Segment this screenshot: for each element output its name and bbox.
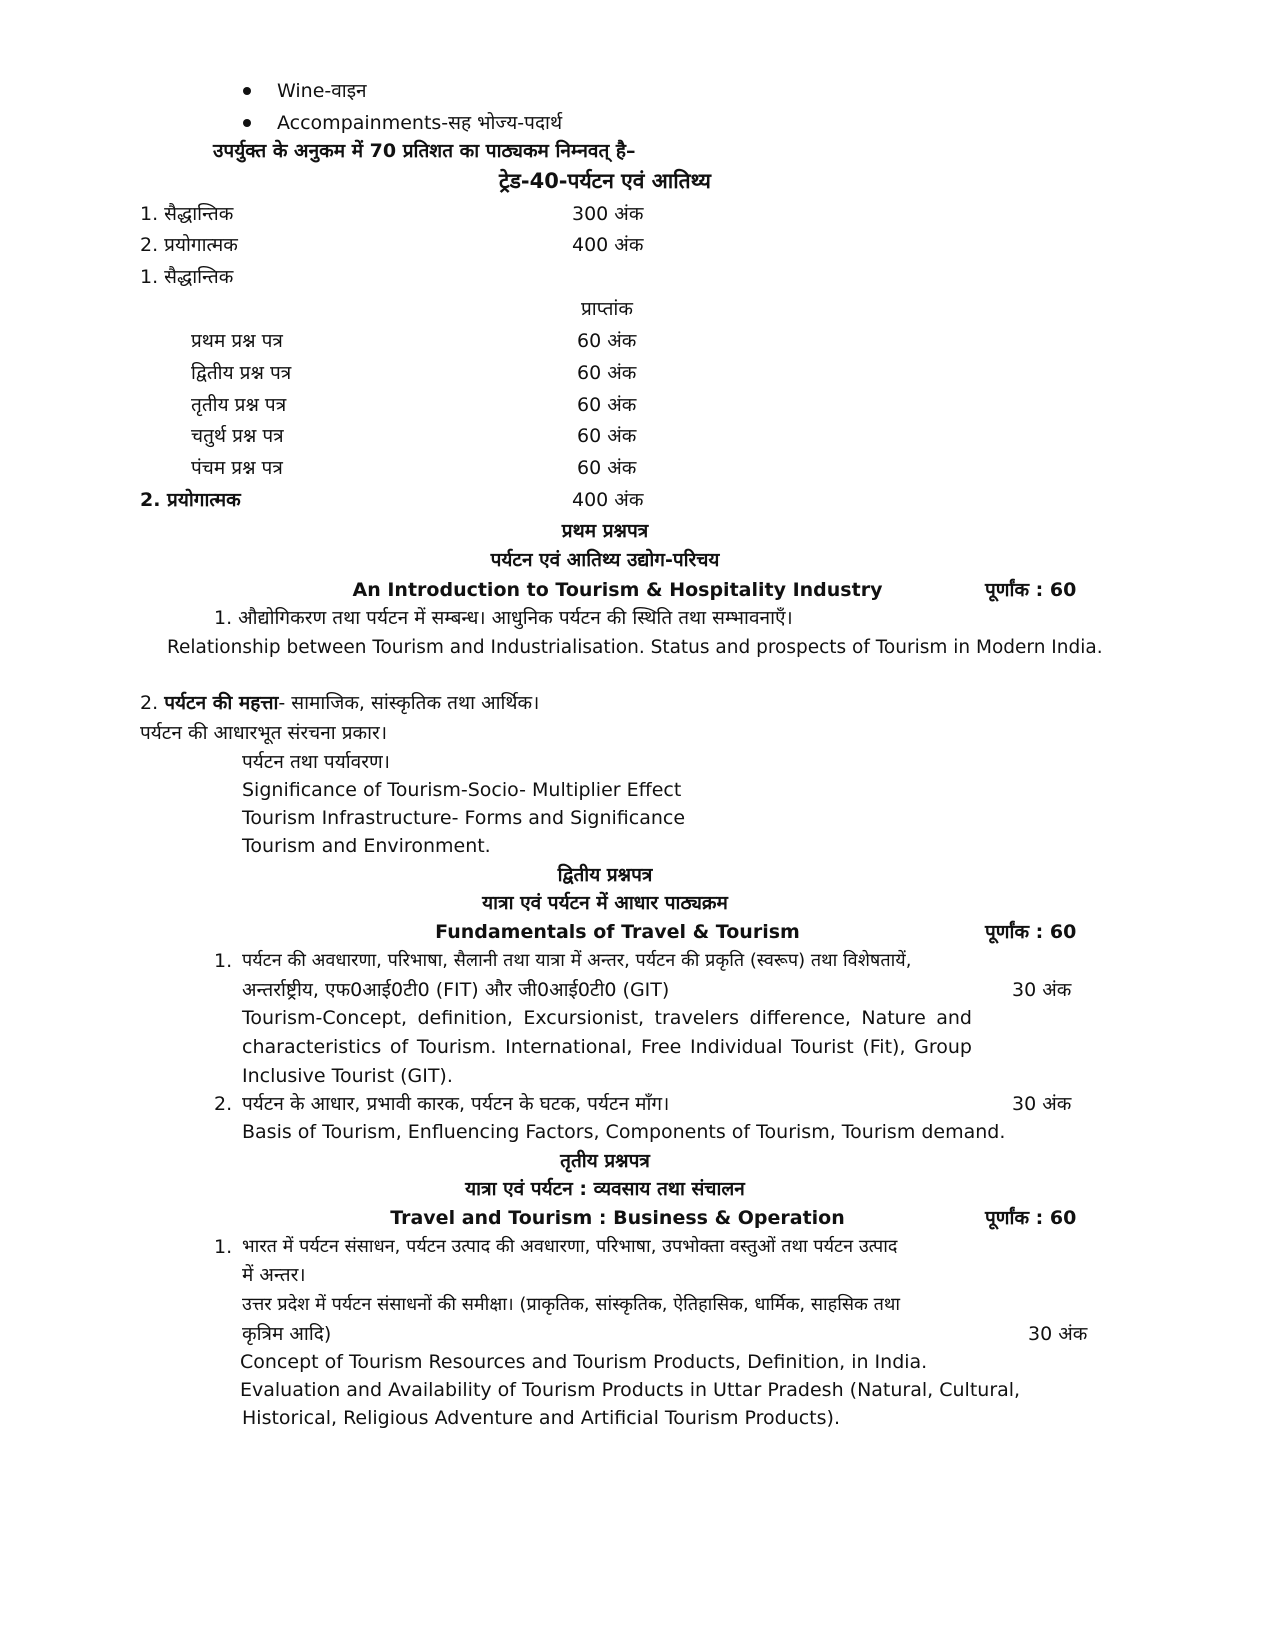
paper3-full-marks: पूर्णांक : 60 [985, 1207, 1077, 1229]
paper2-heading: द्वितीय प्रश्नपत्र [557, 864, 653, 886]
item-number: 2. [214, 1093, 233, 1115]
paper3-item1-hindi: में अन्तर। [242, 1264, 306, 1286]
paper3-item1-english: Historical, Religious Adventure and Artificial Tourism Products). [242, 1407, 840, 1429]
paper1-hindi-title: पर्यटन एवं आतिथ्य उद्योग-परिचय [490, 549, 720, 571]
summary-label: 2. प्रयोगात्मक [140, 234, 238, 256]
paper1-item2-hindi [140, 690, 539, 716]
bullet-dot [243, 87, 251, 95]
paper2-item1-english: Tourism-Concept, definition, Excursionist, travelers difference, Nature and characteristics of Tourism. International, Free Individual Tourist (Fit), Group Inclusive Tourist (GIT). [242, 1007, 972, 1087]
paper-label: द्वितीय प्रश्न पत्र [191, 362, 292, 384]
paper1-item2-english: Tourism and Environment. [242, 835, 491, 857]
paper3-item1-marks: 30 अंक [1028, 1323, 1088, 1345]
paper-value: 60 अंक [577, 362, 637, 384]
paper3-heading: तृतीय प्रश्नपत्र [560, 1150, 650, 1172]
paper3-item1-hindi: कृत्रिम आदि) [242, 1323, 332, 1345]
item-rest: - सामाजिक, सांस्कृतिक तथा आर्थिक। [278, 692, 540, 714]
paper1-item1-english: Relationship between Tourism and Industrialisation. Status and prospects of Tourism in Modern India. [167, 637, 1103, 658]
paper3-item1-hindi: भारत में पर्यटन संसाधन, पर्यटन उत्पाद की अवधारणा, परिभाषा, उपभोक्ता वस्तुओं तथा पर्यटन उत्पाद [242, 1236, 898, 1257]
bullet-item: Accompainments-सह भोज्य-पदार्थ [277, 112, 563, 134]
paper2-english-title: Fundamentals of Travel & Tourism [435, 921, 800, 943]
paper1-item1-hindi: 1. औद्योगिकरण तथा पर्यटन में सम्बन्ध। आधुनिक पर्यटन की स्थिति तथा सम्भावनाएँ। [214, 607, 793, 629]
paper3-english-title: Travel and Tourism : Business & Operation [390, 1207, 845, 1229]
intro-text: उपर्युक्त के अनुकम में 70 प्रतिशत का पाठ्यकम निम्नवत् है– [213, 140, 636, 162]
paper1-english-title: An Introduction to Tourism & Hospitality Industry [352, 579, 883, 601]
paper2-item2-marks: 30 अंक [1012, 1093, 1072, 1115]
item-number: 1. [214, 950, 233, 972]
paper3-hindi-title: यात्रा एवं पर्यटन : व्यवसाय तथा संचालन [465, 1178, 745, 1200]
summary-label: 1. सैद्धान्तिक [140, 203, 234, 225]
paper2-full-marks: पूर्णांक : 60 [985, 921, 1077, 943]
marks-header: प्राप्तांक [581, 298, 633, 320]
paper2-item2-english: Basis of Tourism, Enfluencing Factors, Components of Tourism, Tourism demand. [242, 1121, 1006, 1143]
summary-value: 400 अंक [572, 234, 644, 256]
paper2-item1-hindi: पर्यटन की अवधारणा, परिभाषा, सैलानी तथा यात्रा में अन्तर, पर्यटन की प्रकृति (स्वरूप) तथा विशेषतायें, [242, 950, 912, 971]
paper1-item2-line3: पर्यटन तथा पर्यावरण। [242, 751, 390, 773]
summary-value: 300 अंक [572, 203, 644, 225]
trade-title: ट्रेड-40-पर्यटन एवं आतिथ्य [499, 169, 711, 193]
paper-value: 60 अंक [577, 457, 637, 479]
bullet-dot [243, 119, 251, 127]
paper2-item1-marks: 30 अंक [1012, 979, 1072, 1001]
paper-label: पंचम प्रश्न पत्र [191, 457, 283, 479]
item-number: 2. [140, 692, 159, 714]
paper-value: 60 अंक [577, 425, 637, 447]
practical-label: 2. प्रयोगात्मक [140, 489, 241, 511]
bullet-item: Wine-वाइन [277, 80, 367, 102]
paper3-item1-hindi: उत्तर प्रदेश में पर्यटन संसाधनों की समीक्षा। (प्राकृतिक, सांस्कृतिक, ऐतिहासिक, धार्मिक, साहसिक तथा [242, 1294, 901, 1315]
paper-value: 60 अंक [577, 394, 637, 416]
paper1-heading: प्रथम प्रश्नपत्र [561, 520, 649, 542]
paper1-item2-english: Tourism Infrastructure- Forms and Significance [242, 807, 686, 829]
paper1-full-marks: पूर्णांक : 60 [985, 579, 1077, 601]
paper-label: प्रथम प्रश्न पत्र [191, 330, 283, 352]
paper2-item2-hindi: पर्यटन के आधार, प्रभावी कारक, पर्यटन के घटक, पर्यटन माँग। [242, 1093, 670, 1115]
paper3-item1-english: Concept of Tourism Resources and Tourism Products, Definition, in India. [240, 1351, 928, 1373]
paper3-item1-english: Evaluation and Availability of Tourism Products in Uttar Pradesh (Natural, Cultural, [240, 1379, 1021, 1401]
item-number: 1. [214, 1236, 233, 1258]
paper2-hindi-title: यात्रा एवं पर्यटन में आधार पाठ्यक्रम [482, 892, 728, 914]
paper2-item1-hindi: अन्तर्राष्ट्रीय, एफ0आई0टी0 (FIT) और जी0आई0टी0 (GIT) [242, 979, 670, 1001]
paper-label: तृतीय प्रश्न पत्र [191, 394, 287, 416]
practical-value: 400 अंक [572, 489, 644, 511]
theory-heading: 1. सैद्धान्तिक [140, 266, 234, 288]
paper1-item2-english: Significance of Tourism-Socio- Multiplier Effect [242, 779, 682, 801]
paper-label: चतुर्थ प्रश्न पत्र [191, 425, 284, 447]
paper1-item2-line2: पर्यटन की आधारभूत संरचना प्रकार। [140, 722, 388, 744]
item-bold-title: पर्यटन की महत्ता [164, 692, 279, 714]
paper-value: 60 अंक [577, 330, 637, 352]
